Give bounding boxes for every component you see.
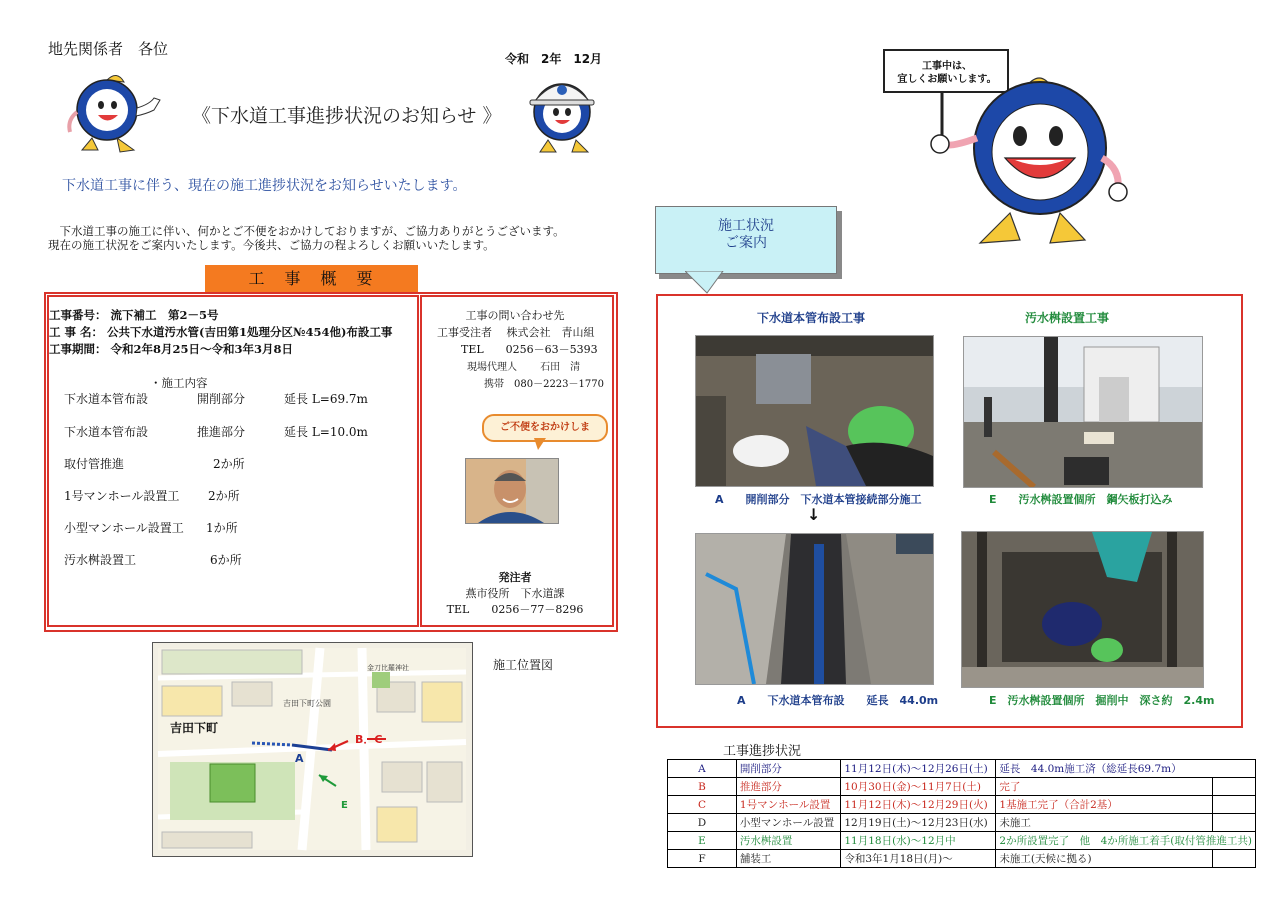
- row-code: E: [668, 832, 737, 850]
- status-tab: [655, 206, 837, 274]
- map-shrine-label: 金刀比羅神社: [367, 664, 409, 672]
- photo-main-pipe-laying: [695, 533, 934, 685]
- caption-top-left: A 開削部分 下水道本管接続部分施工: [715, 493, 922, 506]
- left-heading: 下水道本管布設工事: [757, 311, 866, 325]
- page-title: 《下水道工事進捗状況のお知らせ 》: [192, 105, 502, 127]
- item-qty: 延長 L=10.0m: [284, 425, 368, 439]
- map-label-e: E: [341, 800, 348, 811]
- table-row: [668, 796, 1256, 814]
- apology-bubble: ご不便をおかけしま: [482, 414, 608, 442]
- photo-inlet-excavation: [961, 531, 1204, 688]
- item-qty: 延長 L=69.7m: [284, 392, 368, 406]
- item-qty: 1か所: [206, 521, 238, 535]
- project-name: 工 事 名： 公共下水道汚水管(吉田第1処理分区№454他)布設工事: [49, 325, 393, 339]
- row-code: F: [668, 850, 737, 868]
- issue-date: 令和 2年 12月: [505, 52, 603, 66]
- table-row: [668, 832, 1256, 850]
- item-qty: 2か所: [208, 489, 240, 503]
- row-item: 舗装工: [736, 850, 840, 868]
- row-date: 10月30日(金)～11月7日(土): [841, 778, 996, 796]
- row-status: 2か所設置完了 他 4か所施工着手(取付管推進工共): [996, 832, 1256, 850]
- contents-heading: ・施工内容: [150, 376, 208, 390]
- table-row: [668, 850, 1256, 868]
- row-item: 小型マンホール設置: [736, 814, 840, 832]
- agent-mobile: 携帯 080－2223－1770: [484, 379, 604, 390]
- status-tab-label: [656, 218, 836, 252]
- row-status: 未施工(天候に拠る): [996, 850, 1213, 868]
- row-date: 令和3年1月18日(月)～: [841, 850, 996, 868]
- sign-line-1: 工事中は、: [922, 61, 972, 72]
- tab-line-1: 施工状況: [718, 218, 774, 234]
- contact-heading: 工事の問い合わせ先: [465, 309, 565, 322]
- intro-line-1: 下水道工事の施工に伴い、何かとご不便をおかけしておりますが、ご協力ありがとうございます。: [48, 224, 565, 238]
- caption-bottom-left: A 下水道本管布設 延長 44.0m: [737, 694, 939, 707]
- table-row: [668, 814, 1256, 832]
- project-number: 工事番号： 流下補工 第2－5号: [49, 308, 219, 322]
- bubble-tail-icon: [532, 438, 548, 452]
- item-qty: 6か所: [210, 553, 242, 567]
- photo-sheet-pile-driving: [963, 336, 1203, 488]
- row-code: A: [668, 760, 737, 778]
- map-park-label: 吉田下町公園: [283, 699, 331, 708]
- location-map: [152, 642, 473, 857]
- row-item: 1号マンホール設置: [736, 796, 840, 814]
- down-arrow-icon: ↓: [807, 505, 821, 524]
- item-qty: 2か所: [213, 457, 245, 471]
- item-name: 下水道本管布設: [64, 392, 149, 406]
- right-heading: 汚水桝設置工事: [1025, 311, 1110, 325]
- sign-line-2: 宜しくお願いします。: [897, 74, 997, 85]
- row-status: 1基施工完了（合計2基）: [996, 796, 1213, 814]
- row-date: 11月12日(木)～12月29日(火): [841, 796, 996, 814]
- table-row: [668, 760, 1256, 778]
- caption-top-right: E 汚水桝設置個所 鋼矢板打込み: [989, 493, 1173, 506]
- row-date: 12月19日(土)～12月23日(水): [841, 814, 996, 832]
- table-row: [668, 778, 1256, 796]
- list-item: [64, 519, 384, 536]
- addressee: 地先関係者 各位: [48, 40, 169, 58]
- row-code: D: [668, 814, 737, 832]
- contractor: 工事受注者 株式会社 青山組: [437, 326, 595, 339]
- issuer-tel: TEL 0256－77－8296: [446, 603, 584, 616]
- outline-banner: 工 事 概 要: [205, 265, 418, 293]
- contractor-tel: TEL 0256－63－5393: [461, 343, 598, 356]
- mascot-pointing-icon: [62, 70, 167, 156]
- row-item: 汚水桝設置: [736, 832, 840, 850]
- site-agent: 現場代理人 石田 清: [467, 362, 581, 373]
- row-date: 11月12日(木)～12月26日(土): [841, 760, 996, 778]
- row-blank: [1213, 796, 1256, 814]
- item-name: 1号マンホール設置工: [64, 489, 180, 503]
- list-item: [64, 455, 384, 472]
- tab-tail-icon: [685, 271, 725, 295]
- item-name: 取付管推進: [64, 457, 125, 471]
- mascot-sign-text: [885, 60, 1009, 86]
- item-part: 推進部分: [197, 425, 246, 439]
- row-item: 推進部分: [736, 778, 840, 796]
- item-name: 汚水桝設置工: [64, 553, 137, 567]
- issuer-name: 燕市役所 下水道課: [465, 587, 565, 600]
- map-label-a: A: [295, 752, 304, 765]
- row-blank: [1213, 814, 1256, 832]
- row-code: B: [668, 778, 737, 796]
- row-blank: [1213, 778, 1256, 796]
- progress-table: [667, 759, 1256, 868]
- progress-title: 工事進捗状況: [723, 744, 802, 759]
- list-item: [64, 390, 384, 407]
- subtitle: 下水道工事に伴う、現在の施工進捗状況をお知らせいたします。: [62, 178, 467, 194]
- row-status: 完了: [996, 778, 1213, 796]
- list-item: [64, 551, 384, 568]
- photo-excavation-connection: [695, 335, 934, 487]
- caption-bottom-right: E 汚水桝設置個所 掘削中 深さ約 2.4m: [989, 694, 1215, 707]
- row-blank: [1213, 850, 1256, 868]
- mascot-helmet-icon: [520, 68, 605, 156]
- agent-photo: [465, 458, 559, 524]
- map-label-bc: B．C: [355, 733, 383, 746]
- issuer-heading: 発注者: [498, 571, 532, 584]
- tab-line-2: ご案内: [725, 235, 767, 251]
- row-status: 未施工: [996, 814, 1213, 832]
- item-part: 開削部分: [197, 392, 246, 406]
- intro-line-2: 現在の施工状況をご案内いたします。今後共、ご協力の程よろしくお願いいたします。: [48, 238, 495, 252]
- row-date: 11月18日(水)～12月中: [841, 832, 996, 850]
- row-item: 開削部分: [736, 760, 840, 778]
- map-caption: 施工位置図: [493, 658, 554, 672]
- project-period: 工事期間： 令和2年8月25日～令和3年3月8日: [49, 342, 294, 356]
- list-item: [64, 423, 384, 440]
- item-name: 下水道本管布設: [64, 425, 149, 439]
- row-code: C: [668, 796, 737, 814]
- item-name: 小型マンホール設置工: [64, 521, 184, 535]
- row-status: 延長 44.0m施工済（総延長69.7m）: [996, 760, 1256, 778]
- list-item: [64, 487, 384, 504]
- map-area-label: 吉田下町: [170, 721, 219, 735]
